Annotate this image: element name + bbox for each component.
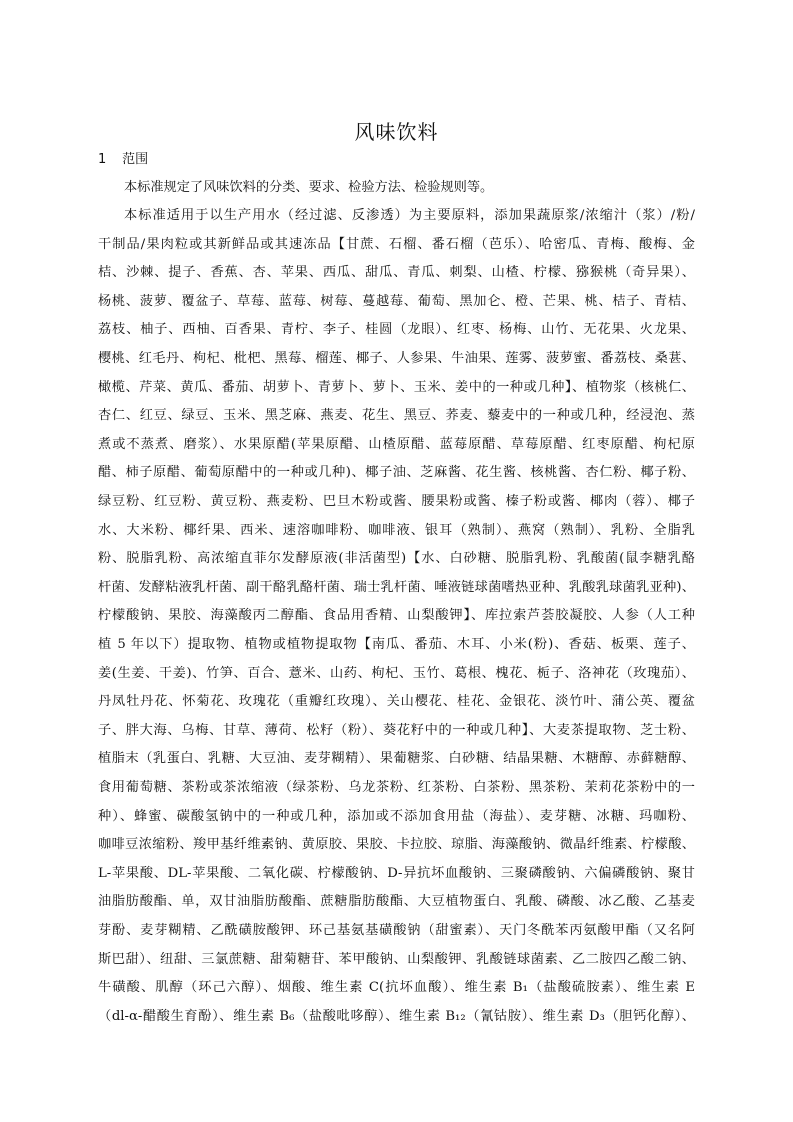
paragraph-line: 杏仁、红豆、绿豆、玉米、黑芝麻、燕麦、花生、黑豆、荞麦、藜麦中的一种或几种，经浸泡、蒸 [98,408,695,424]
paragraph-line: 樱桃、红毛丹、枸杞、枇杷、黑莓、榴莲、椰子、人参果、牛油果、莲雾、菠萝蜜、番荔枝、桑葚、 [98,351,695,366]
paragraph-line: 水、大米粉、椰纤果、西米、速溶咖啡粉、咖啡液、银耳（熟制）、燕窝（熟制）、乳粉、全脂乳 [98,522,695,538]
paragraph-line: 咖啡豆浓缩粉、羧甲基纤维素钠、黄原胶、果胶、卡拉胶、琼脂、海藻酸钠、微晶纤维素、柠檬酸、 [98,837,695,853]
paragraph-line: 斯巴甜）、纽甜、三氯蔗糖、甜菊糖苷、苯甲酸钠、山梨酸钾、乳酸链球菌素、乙二胺四乙酸二钠、 [98,951,695,967]
paragraph-line: 杆菌、发酵粘液乳杆菌、副干酪乳酪杆菌、瑞士乳杆菌、唾液链球菌嗜热亚种、乳酸乳球菌乳亚种)、 [98,579,695,595]
paragraph-line: 种）、蜂蜜、碳酸氢钠中的一种或几种，添加或不添加食用盐（海盐）、麦芽糖、冰糖、玛咖粉、 [98,808,695,824]
paragraph-line: 杨桃、菠萝、覆盆子、草莓、蓝莓、树莓、蔓越莓、葡萄、黑加仑、橙、芒果、桃、桔子、青桔、 [98,293,695,309]
paragraph-line: 桔、沙棘、提子、香蕉、杏、苹果、西瓜、甜瓜、青瓜、刺梨、山楂、柠檬、猕猴桃（奇异果）、 [98,265,695,281]
paragraph-line: 油脂肪酸酯、单，双甘油脂肪酸酯、蔗糖脂肪酸酯、大豆植物蛋白、乳酸、磷酸、冰乙酸、乙基麦 [98,894,695,910]
paragraph-scope-statement: 本标准规定了风味饮料的分类、要求、检验方法、检验规则等。 [124,180,494,195]
paragraph-line: 食用葡萄糖、茶粉或茶浓缩液（绿茶粉、乌龙茶粉、红茶粉、白茶粉、黑茶粉、茉莉花茶粉中的一 [98,780,695,795]
paragraph-line: 荔枝、柚子、西柚、百香果、青柠、李子、桂圆（龙眼）、红枣、杨梅、山竹、无花果、火龙果、 [98,322,695,338]
paragraph-line: 醋、柿子原醋、葡萄原醋中的一种或几种)、椰子油、芝麻酱、花生酱、核桃酱、杏仁粉、椰子粉、 [98,465,695,481]
section-heading [98,150,148,170]
paragraph-line: 绿豆粉、红豆粉、黄豆粉、燕麦粉、巴旦木粉或酱、腰果粉或酱、榛子粉或酱、椰肉（蓉）、椰子 [98,494,695,509]
paragraph-line: 姜(生姜、干姜)、竹笋、百合、薏米、山药、枸杞、玉竹、葛根、槐花、栀子、洛神花（玫瑰茄）、 [98,665,695,681]
paragraph-line: L-苹果酸、DL-苹果酸、二氧化碳、柠檬酸钠、D-异抗坏血酸钠、三聚磷酸钠、六偏磷酸钠、聚甘 [98,865,695,881]
paragraph-line: 植脂末（乳蛋白、乳糖、大豆油、麦芽糊精）、果葡糖浆、白砂糖、结晶果糖、木糖醇、赤藓糖醇、 [98,751,695,767]
paragraph-line: 干制品/果肉粒或其新鲜品或其速冻品【甘蔗、石榴、番石榴（芭乐）、哈密瓜、青梅、酸梅、金 [98,236,695,252]
paragraph-line: 柠檬酸钠、果胶、海藻酸丙二醇酯、食品用香精、山梨酸钾】、库拉索芦荟胶凝胶、人参（人工种 [98,608,695,624]
paragraph-line: 煮或不蒸煮、磨浆）、水果原醋(苹果原醋、山楂原醋、蓝莓原醋、草莓原醋、红枣原醋、枸杞原 [98,436,695,452]
paragraph-line: 粉、脱脂乳粉、高浓缩直菲尔发酵原液(非活菌型)【水、白砂糖、脱脂乳粉、乳酸菌(鼠李糖乳酪 [98,551,695,567]
section-number: 1 [98,152,107,167]
paragraph-line: 本标准适用于以生产用水（经过滤、反渗透）为主要原料，添加果蔬原浆/浓缩汁（浆）/粉/ [124,208,695,223]
paragraph-line: （dl-α-醋酸生育酚）、维生素 B₆（盐酸吡哆醇）、维生素 B₁₂（氰钴胺）、维生素 D₃（胆钙化醇）、 [98,1008,695,1024]
section-title: 范围 [122,152,149,167]
paragraph-line: 子、胖大海、乌梅、甘草、薄荷、松籽（粉）、葵花籽中的一种或几种】、大麦茶提取物、芝士粉、 [98,722,695,738]
paragraph-line: 牛磺酸、肌醇（环己六醇）、烟酸、维生素 C(抗坏血酸）、维生素 B₁（盐酸硫胺素）、维生素 E [98,980,695,996]
paragraph-line: 丹凤牡丹花、怀菊花、玫瑰花（重瓣红玫瑰）、关山樱花、桂花、金银花、淡竹叶、蒲公英、覆盆 [98,694,695,710]
paragraph-line: 橄榄、芹菜、黄瓜、番茄、胡萝卜、青萝卜、萝卜、玉米、姜中的一种或几种】、植物浆（核桃仁、 [98,379,695,395]
paragraph-line: 芽酚、麦芽糊精、乙酰磺胺酸钾、环己基氨基磺酸钠（甜蜜素）、天门冬酰苯丙氨酸甲酯（又名阿 [98,923,695,938]
paragraph-line: 植 5 年以下）提取物、植物或植物提取物【南瓜、番茄、木耳、小米(粉)、香菇、板栗、莲子、 [98,637,695,652]
page-title: 风味饮料 [354,120,439,144]
